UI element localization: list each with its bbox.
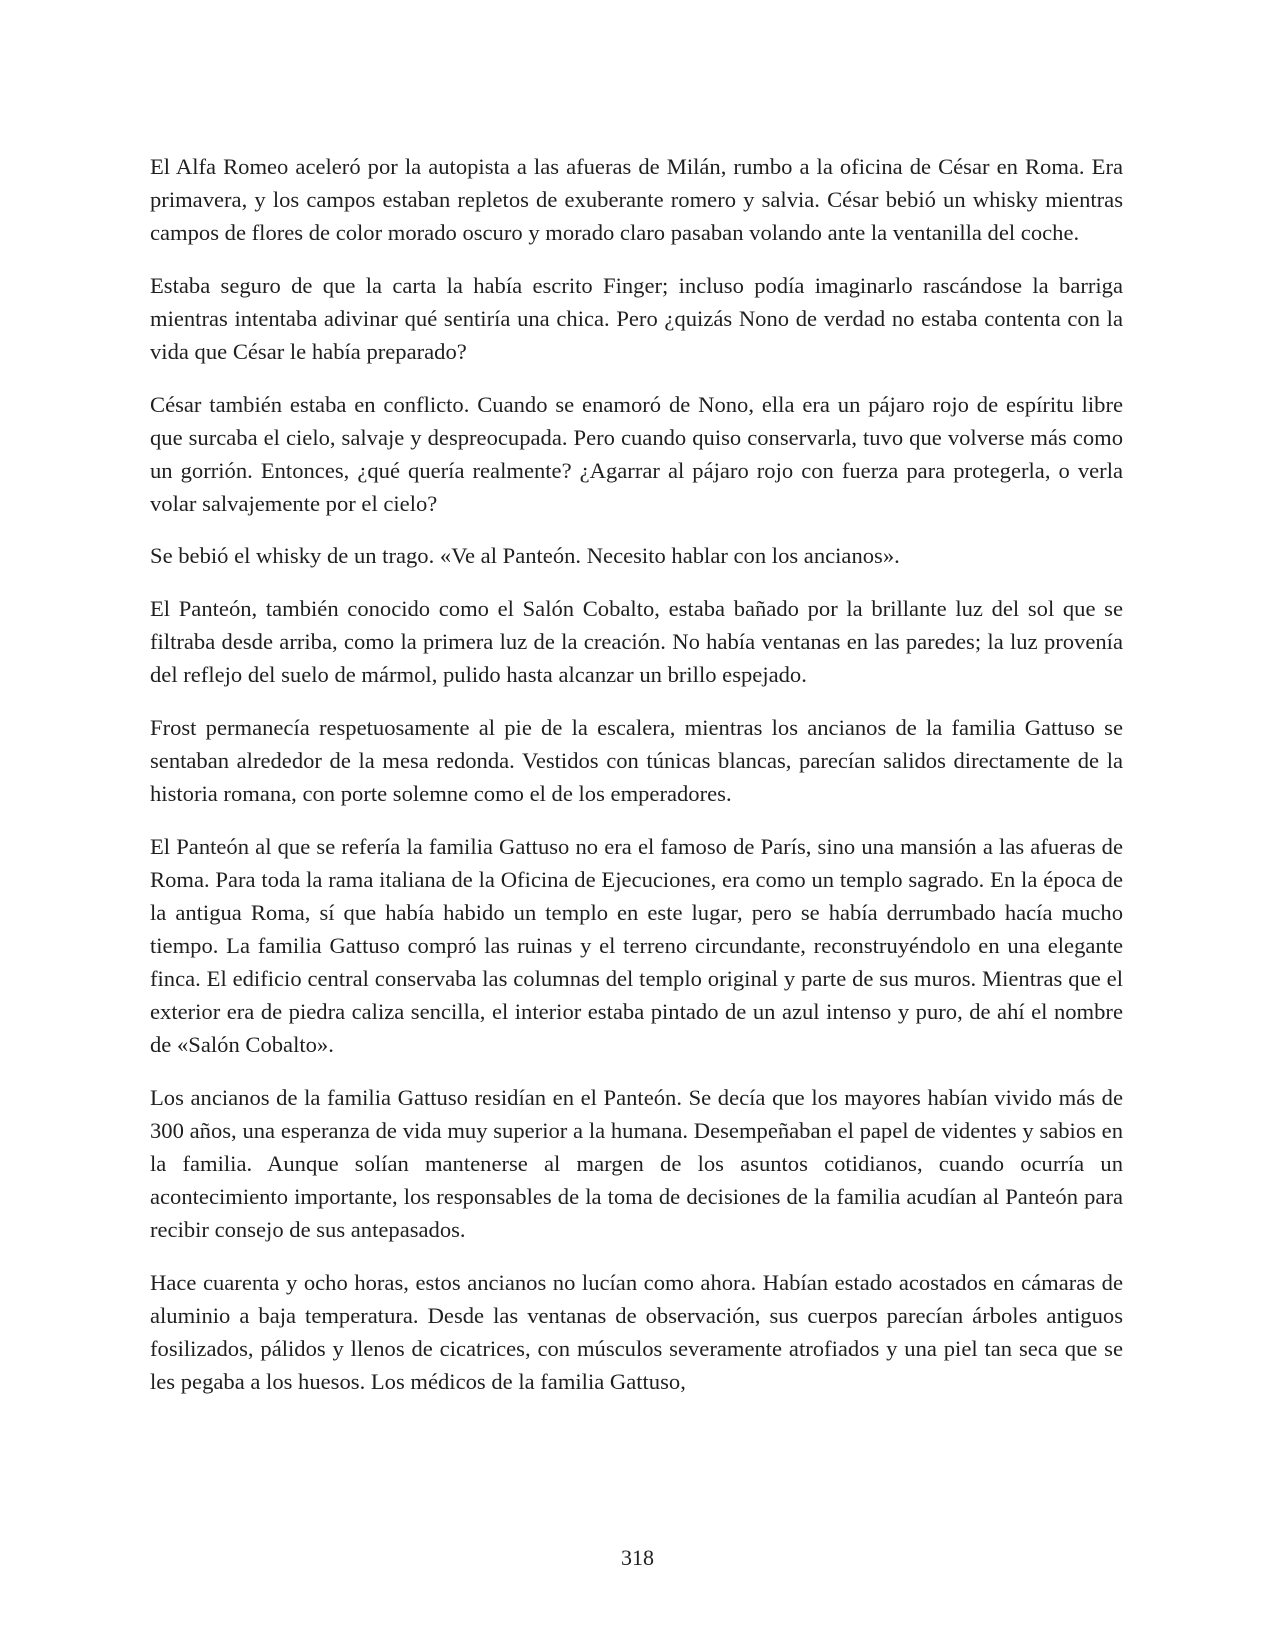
- paragraph-3: César también estaba en conflicto. Cuando se enamoró de Nono, ella era un pájaro rojo de espíritu libre que surcaba el cielo, salvaje y despreocupada. Pero cuando quiso conservarla, tuvo que volverse más como un gorrión. Entonces, ¿qué quería realmente? ¿Agarrar al pájaro rojo con fuerza para protegerla, o verla volar salvajemente por el cielo?: [150, 391, 1123, 516]
- paragraph-2: Estaba seguro de que la carta la había escrito Finger; incluso podía imaginarlo rascándose la barriga mientras intentaba adivinar qué sentiría una chica. Pero ¿quizás Nono de verdad no estaba contenta con la vida que César le había preparado?: [150, 272, 1123, 364]
- body-text: [150, 150, 1123, 1418]
- paragraph-6: Frost permanecía respetuosamente al pie de la escalera, mientras los ancianos de la familia Gattuso se sentaban alrededor de la mesa redonda. Vestidos con túnicas blancas, parecían salidos directamente de la historia romana, con porte solemne como el de los emperadores.: [150, 714, 1123, 806]
- paragraph-1: El Alfa Romeo aceleró por la autopista a las afueras de Milán, rumbo a la oficina de César en Roma. Era primavera, y los campos estaban repletos de exuberante romero y salvia. César bebió un whisky mientras campos de flores de color morado oscuro y morado claro pasaban volando ante la ventanilla del coche.: [150, 154, 1123, 246]
- paragraph-9: Hace cuarenta y ocho horas, estos ancianos no lucían como ahora. Habían estado acostados en cámaras de aluminio a baja temperatura. Desde las ventanas de observación, sus cuerpos parecían árboles antiguos fosilizados, pálidos y llenos de cicatrices, con músculos severamente atrofiados y una piel tan seca que se les pegaba a los huesos. Los médicos de la familia Gattuso,: [150, 1269, 1123, 1394]
- page-number: 318: [621, 1545, 654, 1570]
- paragraph-7: El Panteón al que se refería la familia Gattuso no era el famoso de París, sino una mansión a las afueras de Roma. Para toda la rama italiana de la Oficina de Ejecuciones, era como un templo sagrado. En la época de la antigua Roma, sí que había habido un templo en este lugar, pero se había derrumbado hacía mucho tiempo. La familia Gattuso compró las ruinas y el terreno circundante, reconstruyéndolo en una elegante finca. El edificio central conservaba las columnas del templo original y parte de sus muros. Mientras que el exterior era de piedra caliza sencilla, el interior estaba pintado de un azul intenso y puro, de ahí el nombre de «Salón Cobalto».: [150, 833, 1123, 1058]
- paragraph-5: El Panteón, también conocido como el Salón Cobalto, estaba bañado por la brillante luz del sol que se filtraba desde arriba, como la primera luz de la creación. No había ventanas en las paredes; la luz provenía del reflejo del suelo de mármol, pulido hasta alcanzar un brillo espejado.: [150, 596, 1123, 688]
- paragraph-8: Los ancianos de la familia Gattuso residían en el Panteón. Se decía que los mayores habían vivido más de 300 años, una esperanza de vida muy superior a la humana. Desempeñaban el papel de videntes y sabios en la familia. Aunque solían mantenerse al margen de los asuntos cotidianos, cuando ocurría un acontecimiento importante, los responsables de la toma de decisiones de la familia acudían al Panteón para recibir consejo de sus antepasados.: [150, 1084, 1123, 1243]
- paragraph-4: Se bebió el whisky de un trago. «Ve al Panteón. Necesito hablar con los ancianos».: [150, 543, 900, 569]
